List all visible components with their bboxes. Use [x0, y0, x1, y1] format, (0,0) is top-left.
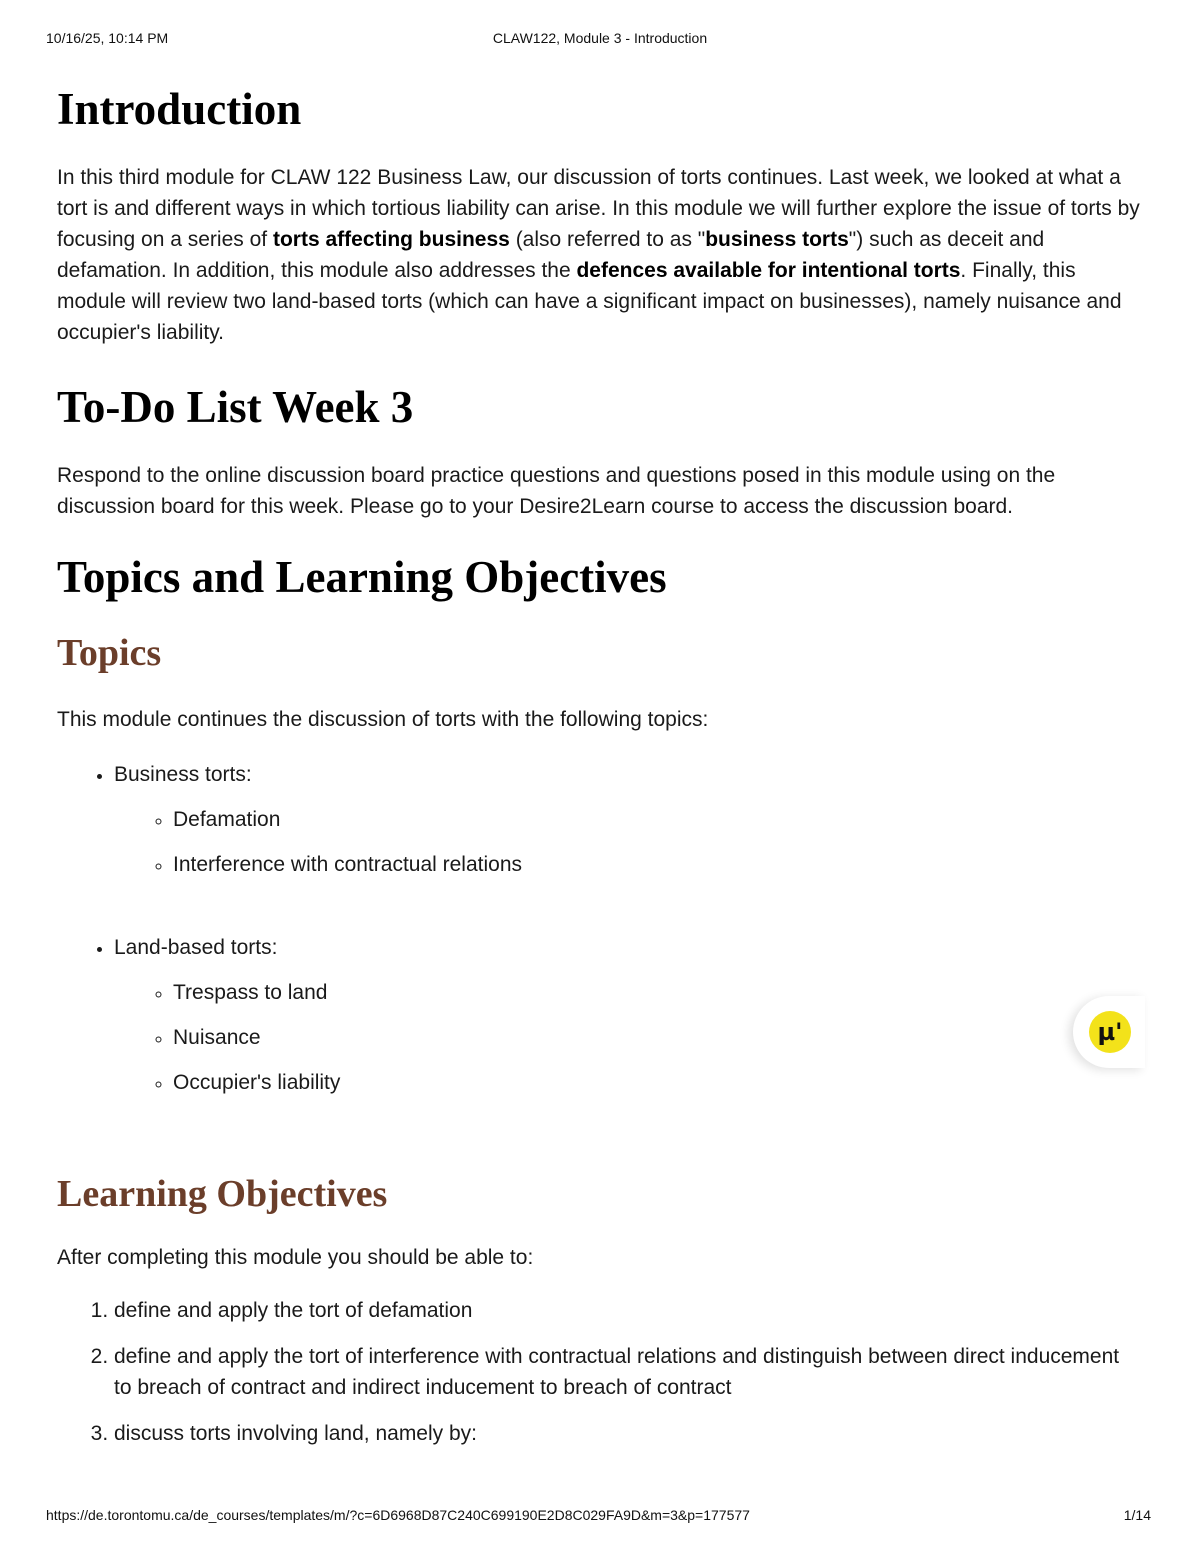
list-item: ◦ Interference with contractual relations — [173, 849, 1142, 880]
list-item — [114, 759, 1142, 880]
page-number: 1/14 — [1123, 1507, 1151, 1523]
list-item: 2. define and apply the tort of interference with contractual relations and distinguish between direct inducement to breach of contract and indirect inducement to breach of contract — [114, 1341, 1142, 1403]
intro-bold-2: business torts — [705, 228, 849, 251]
topic-group-label: Business torts: — [114, 763, 252, 786]
learning-objectives-heading: Learning Objectives — [57, 1173, 388, 1215]
print-date: 10/16/25, 10:14 PM — [46, 30, 169, 46]
topics-objectives-heading: Topics and Learning Objectives — [57, 552, 667, 602]
intro-text-3: ") such as deceit and defamation. In addition, this module also addresses the — [57, 228, 1045, 282]
mu-extension-icon[interactable] — [1089, 1011, 1131, 1053]
todo-paragraph: Respond to the online discussion board practice questions and questions posed in this module using on the discussion board for this week. Please go to your Desire2Learn course to access the discussion board. — [57, 464, 1056, 518]
topic-group-label: Land-based torts: — [114, 936, 278, 959]
topics-heading: Topics — [57, 632, 162, 674]
introduction-heading: Introduction — [57, 84, 302, 134]
list-item: 3. discuss torts involving land, namely by: — [114, 1418, 1142, 1449]
sub-list — [114, 977, 1142, 1098]
intro-text-2: (also referred to as " — [509, 228, 706, 251]
mu-icon-glyph: µ' — [1097, 1018, 1123, 1046]
list-item: ◦ Defamation — [173, 804, 1142, 835]
topics-list — [57, 759, 1142, 1098]
todo-heading: To-Do List Week 3 — [57, 382, 414, 432]
objectives-list — [57, 1295, 1142, 1449]
page-content — [57, 80, 1142, 1464]
print-url: https://de.torontomu.ca/de_courses/templates/m/?c=6D6968D87C240C699190E2D8C029FA9D&m=3&p=177577 — [46, 1507, 750, 1523]
list-item: 1. define and apply the tort of defamation — [114, 1295, 1142, 1326]
intro-text-4: . Finally, this module will review two land-based torts (which can have a significant impact on businesses), namely nuisance and occupier's liability. — [57, 259, 1122, 344]
mu-extension-widget[interactable] — [1073, 996, 1145, 1068]
objectives-intro: After completing this module you should be able to: — [57, 1246, 534, 1269]
topics-intro: This module continues the discussion of torts with the following topics: — [57, 708, 709, 731]
intro-bold-1: torts affecting business — [272, 228, 510, 251]
list-item — [114, 932, 1142, 1098]
print-footer — [0, 1507, 1200, 1527]
intro-bold-3: defences available for intentional torts — [576, 259, 961, 282]
introduction-paragraph — [57, 162, 1142, 348]
print-header — [0, 30, 1200, 50]
list-item: ◦ Nuisance — [173, 1022, 1142, 1053]
print-page-title: CLAW122, Module 3 - Introduction — [492, 30, 708, 46]
intro-text-1: In this third module for CLAW 122 Business Law, our discussion of torts continues. Last week, we looked at what a tort is and different ways in which tortious liability can arise. In this module we will further explore the issue of torts by focusing on a series of — [57, 166, 1140, 251]
list-item: ◦ Trespass to land — [173, 977, 1142, 1008]
list-item: ◦ Occupier's liability — [173, 1067, 1142, 1098]
sub-list — [114, 804, 1142, 880]
